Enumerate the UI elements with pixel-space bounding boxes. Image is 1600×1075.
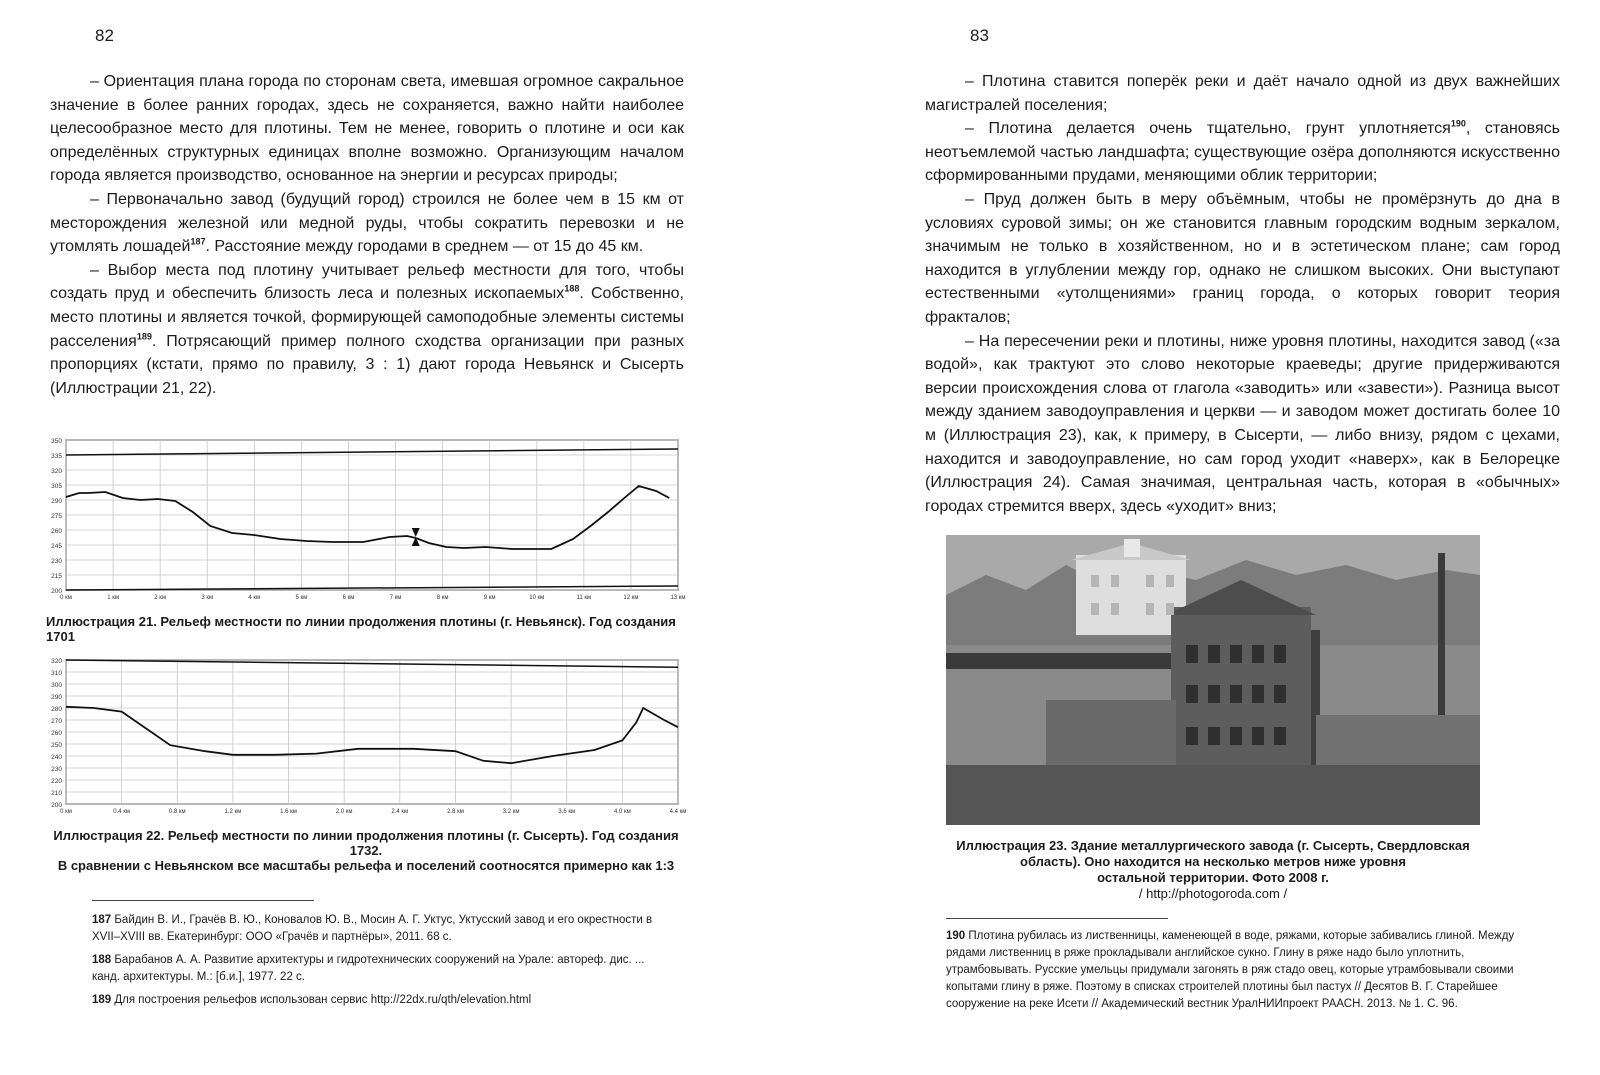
x-tick-label: 7 км [389,595,402,601]
x-tick-label: 2.8 км [447,809,464,815]
x-tick-label: 4.0 км [613,809,631,815]
photo-drawing [946,535,1480,825]
page-number: 83 [970,26,989,45]
y-tick-label: 240 [51,754,62,761]
footnote: 188 Барабанов А. А. Развитие архитектуры и гидротехнических сооружений на Урале: автореф. дис. ... канд. архитектуры. М.: [б.и.], 1977. 22 с. [92,954,645,983]
y-tick-label: 245 [51,543,62,550]
x-tick-label: 1 км [107,595,119,601]
footnote-separator [946,918,1168,919]
y-tick-label: 270 [51,718,62,725]
y-tick-label: 210 [51,790,62,797]
footnotes [92,912,668,1015]
x-tick-label: 10 км [529,595,545,601]
y-tick-label: 230 [51,558,62,565]
y-tick-label: 320 [51,658,62,665]
footnote: 190 Плотина рубилась из лиственницы, каменеющей в воде, ряжами, которые забивались глиной. Между рядами лиственниц в ряже прокладывали английское сукно. Глину в ряже надо было уплотнить, утрамбовывать. Русские умельцы придумали загонять в ряж стадо овец, которые утрамбовывали своими копытами глину в ряже. Поэтому в списках строителей плотины был пастух // Десятов В. Г. Старейшее сооружение на реке Исети // Академический вестник УралНИИпроект РААСН. 2013. № 1. С. 96. [946,930,1515,1010]
x-tick-label: 11 км [576,595,592,601]
x-tick-label: 1.6 км [280,809,297,815]
x-tick-label: 6 км [342,595,355,601]
right-page [800,0,1600,1075]
y-tick-label: 335 [51,453,62,460]
paragraph: – Плотина делается очень тщательно, грунт уплотняется$^{190}$, становясь неотъемлемой частью ландшафта; существующие озёра дополняются искусственно сформированными прудами, меняющими облик территории; [925,118,1560,185]
y-tick-label: 260 [51,528,62,535]
y-tick-label: 275 [51,513,62,520]
y-tick-label: 280 [51,706,62,713]
footnote-ref[interactable]: 190 [1450,118,1466,129]
y-tick-label: 215 [51,573,62,580]
paragraph: – Выбор места под плотину учитывает рельеф местности для того, чтобы создать пруд и обеспечить близость леса и полезных ископаемых$^{188}$. Собственно, место плотины и является точкой, формирующей самоподобные элементы системы расселения$^{189}$. Потрясающий пример полного сходства организации при разных пропорциях (кстати, прямо по правилу, 3 : 1) дают города Невьянск и Сысерть (Иллюстрации 21, 22). [50,261,685,397]
chart-sysert-svg [46,654,686,822]
y-tick-label: 350 [51,438,62,445]
y-tick-label: 200 [51,588,62,595]
y-tick-label: 305 [51,483,62,490]
footnote-separator [92,900,314,901]
y-tick-label: 290 [51,694,62,701]
x-tick-label: 0 км [60,595,72,601]
footnote-ref[interactable]: 187 [190,236,206,247]
x-tick-label: 2.0 км [335,809,353,815]
x-tick-label: 3 км [201,595,214,601]
y-tick-label: 310 [51,670,62,677]
figure-caption-line: Иллюстрация 23. Здание металлургического завода (г. Сысерть, Свердловская [956,838,1470,853]
x-tick-label: 12 км [623,595,639,601]
x-tick-label: 13 км [670,595,686,601]
x-tick-label: 1.2 км [224,809,242,815]
x-tick-label: 0 км [60,809,72,815]
x-tick-label: 9 км [483,595,496,601]
y-tick-label: 250 [51,742,62,749]
x-tick-label: 8 км [436,595,449,601]
footnote-ref[interactable]: 188 [564,284,580,295]
footnote: 187 Байдин В. И., Грачёв В. Ю., Коновалов Ю. В., Мосин А. Г. Уктус, Уктусский завод и его окрестности в XVII–XVIII вв. Екатеринбург: ООО «Грачёв и партнёры», 2011. 68 с. [92,914,653,943]
x-tick-label: 0.8 км [168,809,186,815]
y-tick-label: 300 [51,682,62,689]
paragraph: – Плотина ставится поперёк реки и даёт начало одной из двух важнейших магистралей поселения; [925,73,1560,114]
left-body-text [50,70,684,400]
y-tick-label: 320 [51,468,62,475]
page-number: 82 [95,26,114,45]
figure-caption: Иллюстрация 21. Рельеф местности по линии продолжения плотины (г. Невьянск). Год создания 1701 [46,614,676,644]
x-tick-label: 0.4 км [113,809,131,815]
paragraph: – Ориентация плана города по сторонам света, имевшая огромное сакральное значение в более ранних городах, здесь не сохраняется, важно найти наиболее целесообразное место для плотины. Тем не менее, говорить о плотине и оси как определённых структурных единицах вполне возможно. Организующим началом города является производство, основанное на энергии и ресурсах природы; [50,73,684,185]
y-tick-label: 290 [51,498,62,505]
y-tick-label: 230 [51,766,62,773]
x-tick-label: 3.2 км [502,809,520,815]
right-body-text [925,70,1560,518]
paragraph: – Первоначально завод (будущий город) строился не более чем в 15 км от месторождения железной или медной руды, чтобы сократить перевозки и не утомлять лошадей$^{187}$. Расстояние между городами в среднем — от 15 до 45 км. [50,190,684,256]
elevation-chart-nevyansk [46,432,686,644]
footnote-ref[interactable]: 189 [136,331,152,342]
figure-caption-line: остальной территории. Фото 2008 г. [1097,870,1329,885]
figure-caption [46,828,686,873]
x-tick-label: 3.6 км [558,809,576,815]
x-tick-label: 5 км [295,595,308,601]
figure-caption-line: Иллюстрация 22. Рельеф местности по линии продолжения плотины (г. Сысерть). Год создания 1732. [53,828,679,858]
x-tick-label: 2 км [154,595,167,601]
x-tick-label: 4 км [248,595,261,601]
figure-caption-line: область). Оно находится на несколько метров ниже уровня [1020,854,1406,869]
y-tick-label: 220 [51,778,62,785]
metallurgical-plant-photo [946,535,1480,825]
paragraph: – Пруд должен быть в меру объёмным, чтобы не промёрзнуть до дна в условиях суровой зимы; он же становится главным городским водным зеркалом, значимым не только в хозяйственном, но и в эстетическом плане; сам город находится в углублении между гор, однако не слишком высоких. Они выступают естественными «утолщениями» границ города, о которых говорит теория фракталов; [925,190,1560,326]
figure-caption-line: В сравнении с Невьянском все масштабы рельефа и поселений соотносятся примерно как 1:3 [57,858,675,873]
paragraph: – На пересечении реки и плотины, ниже уровня плотины, находится завод («за водой», как трактуют это слово некоторые краеведы; другие придерживаются версии происхождения слова от глагола «заводить» или «завести»). Разница высот между зданием заводоуправления и церкви — и заводом может достигать более 10 м (Иллюстрация 23), как, к примеру, в Сысерти, — либо внизу, рядом с цехами, находится и заводоуправление, но сам город уходит «наверх», как в Белорецке (Иллюстрация 24). Самая значимая, центральная часть, которая в «обычных» городах стремится вверх, здесь «уходит» вниз; [925,332,1560,515]
y-tick-label: 260 [51,730,62,737]
x-tick-label: 4.4 км [669,809,686,815]
photo-source: / http://photogoroda.com / [1138,886,1288,901]
x-tick-label: 2.4 км [391,809,409,815]
y-tick-label: 200 [51,802,62,809]
footnote: 189 Для построения рельефов использован сервис http://22dx.ru/qth/elevation.html [92,994,532,1006]
footnotes [946,928,1526,1019]
elevation-chart-sysert [46,654,686,873]
figure-caption [940,838,1486,902]
chart-nevyansk-svg [46,432,686,612]
